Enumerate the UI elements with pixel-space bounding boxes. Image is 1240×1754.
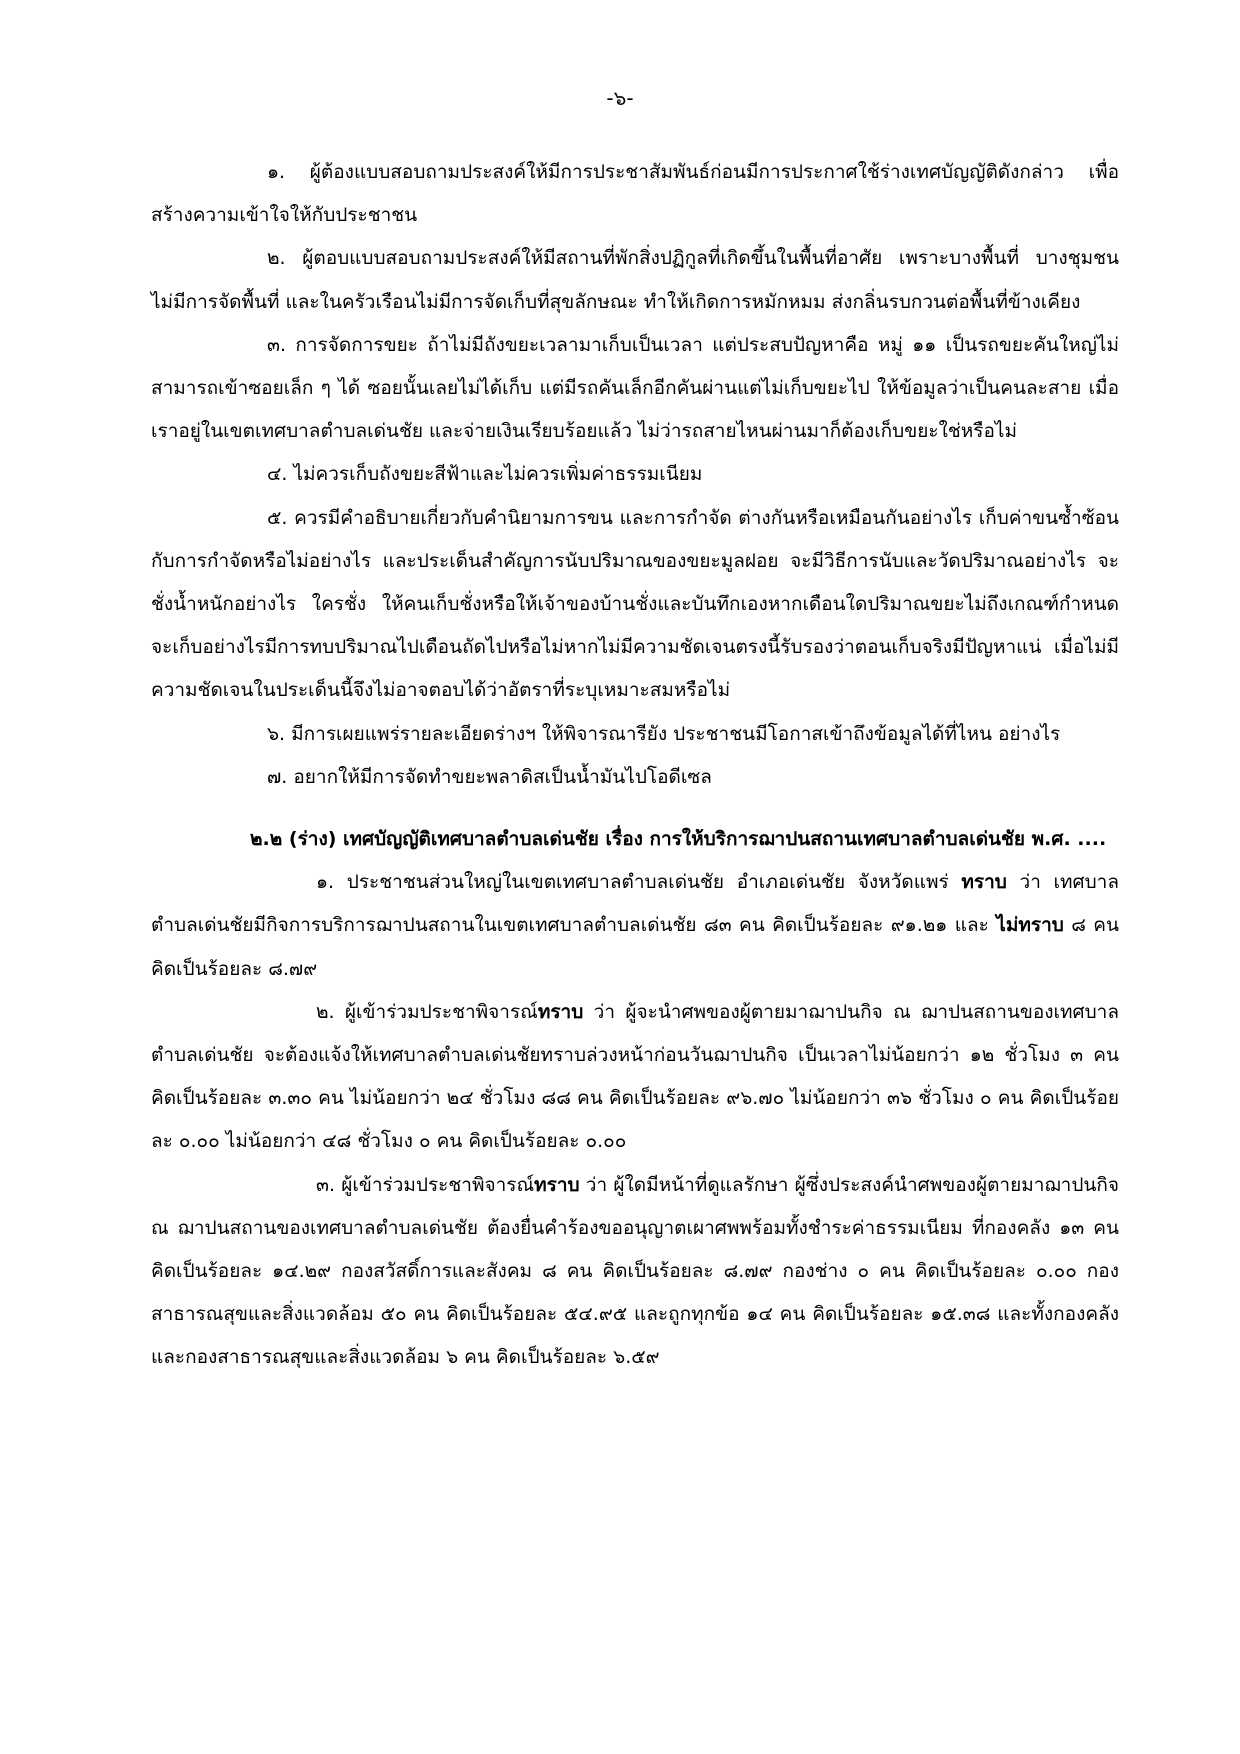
result-text: ว่า ผู้จะนำศพของผู้ตายมาฌาปนกิจ ณ ฌาปนสถานของเทศบาลตำบลเด่นชัย จะต้องแจ้งให้เทศบาลตำบลเด่นชัยทราบล่วงหน้าก่อนวันฌาปนกิจ เป็นเวลาไม่น้อยกว่า ๑๒ ชั่วโมง ๓ คน คิดเป็นร้อยละ ๓.๓๐ คน ไม่น้อยกว่า ๒๔ ชั่วโมง ๘๘ คน คิดเป็นร้อยละ ๙๖.๗๐ ไม่น้อยกว่า ๓๖ ชั่วโมง ๐ คน คิดเป็นร้อยละ ๐.๐๐ ไม่น้อยกว่า ๔๘ ชั่วโมง ๐ คน คิดเป็นร้อยละ ๐.๐๐ — [151, 1000, 1119, 1153]
survey-result-3 — [151, 1164, 1119, 1380]
opinion-item-7: ๗. อยากให้มีการจัดทำขยะพลาดิสเป็นน้ำมันไปโอดีเซล — [267, 765, 712, 788]
result-bold-text: ทราบ — [961, 871, 1007, 894]
result-text: ๒. ผู้เข้าร่วมประชาพิจารณ์ — [316, 1000, 538, 1023]
opinion-item-3: ๓. การจัดการขยะ ถ้าไม่มีถังขยะเวลามาเก็บเป็นเวลา แต่ประสบปัญหาคือ หมู่ ๑๑ เป็นรถขยะคันใหญ่ไม่สามารถเข้าซอยเล็ก ๆ ได้ ซอยนั้นเลยไม่ได้เก็บ แต่มีรถคันเล็กอีกคันผ่านแต่ไม่เก็บขยะไป ให้ข้อมูลว่าเป็นคนละสาย เมื่อเราอยู่ในเขตเทศบาลตำบลเด่นชัย และจ่ายเงินเรียบร้อยแล้ว ไม่ว่ารถสายไหนผ่านมาก็ต้องเก็บขยะใช่หรือไม่ — [151, 333, 1119, 443]
document-body — [151, 151, 1119, 1380]
result-bold-text: ไม่ทราบ — [996, 914, 1064, 937]
opinion-item-6: ๖. มีการเผยแพร่รายละเอียดร่างฯ ให้พิจารณารียัง ประชาชนมีโอกาสเข้าถึงข้อมูลได้ที่ไหน อย่างไร — [267, 722, 1061, 745]
result-text: ๓. ผู้เข้าร่วมประชาพิจารณ์ — [316, 1173, 535, 1196]
result-text: ๑. ประชาชนส่วนใหญ่ในเขตเทศบาลตำบลเด่นชัย อำเภอเด่นชัย จังหวัดแพร่ — [316, 871, 962, 894]
opinion-item-4: ๔. ไม่ควรเก็บถังขยะสีฟ้าและไม่ควรเพิ่มค่าธรรมเนียม — [267, 463, 703, 486]
result-bold-text: ทราบ — [534, 1173, 580, 1196]
page-number: -๖- — [606, 86, 634, 110]
opinion-item-5: ๕. ควรมีคำอธิบายเกี่ยวกับคำนิยามการขน และการกำจัด ต่างกันหรือเหมือนกันอย่างไร เก็บค่าขนซ้ำซ้อนกับการกำจัดหรือไม่อย่างไร และประเด็นสำคัญการนับปริมาณของขยะมูลฝอย จะมีวิธีการนับและวัดปริมาณอย่างไร จะชั่งน้ำหนักอย่างไร ใครชั่ง ให้คนเก็บชั่งหรือให้เจ้าของบ้านชั่งและบันทึกเองหากเดือนใดปริมาณขยะไม่ถึงเกณฑ์กำหนดจะเก็บอย่างไรมีการทบปริมาณไปเดือนถัดไปหรือไม่หากไม่มีความชัดเจนตรงนี้รับรองว่าตอนเก็บจริงมีปัญหาแน่ เมื่อไม่มีความชัดเจนในประเด็นนี้จึงไม่อาจตอบได้ว่าอัตราที่ระบุเหมาะสมหรือไม่ — [151, 506, 1119, 702]
survey-result-2 — [151, 991, 1119, 1164]
result-text: ว่า เทศบาลตำบลเด่นชัยมีกิจการบริการฌาปนสถานในเขตเทศบาลตำบลเด่นชัย ๘๓ คน คิดเป็นร้อยละ ๙๑.๒๑ และ — [151, 871, 1119, 937]
result-text: ว่า ผู้ใดมีหน้าที่ดูแลรักษา ผู้ซึ่งประสงค์นำศพของผู้ตายมาฌาปนกิจ ณ ฌาปนสถานของเทศบาลตำบลเด่นชัย ต้องยื่นคำร้องขออนุญาตเผาศพพร้อมทั้งชำระค่าธรรมเนียม ที่กองคลัง ๑๓ คน คิดเป็นร้อยละ ๑๔.๒๙ กองสวัสดิ์การและสังคม ๘ คน คิดเป็นร้อยละ ๘.๗๙ กองช่าง ๐ คน คิดเป็นร้อยละ ๐.๐๐ กองสาธารณสุขและสิ่งแวดล้อม ๕๐ คน คิดเป็นร้อยละ ๕๔.๙๕ และถูกทุกข้อ ๑๔ คน คิดเป็นร้อยละ ๑๕.๓๘ และทั้งกองคลังและกองสาธารณสุขและสิ่งแวดล้อม ๖ คน คิดเป็นร้อยละ ๖.๕๙ — [151, 1173, 1119, 1369]
result-text: ๘ คน คิดเป็นร้อยละ ๘.๗๙ — [151, 914, 1119, 980]
opinion-item-2: ๒. ผู้ตอบแบบสอบถามประสงค์ให้มีสถานที่พักสิ่งปฏิกูลที่เกิดขึ้นในพื้นที่อาศัย เพราะบางพื้นที่ บางชุมชนไม่มีการจัดพื้นที่ และในครัวเรือนไม่มีการจัดเก็บที่สุขลักษณะ ทำให้เกิดการหมักหมม ส่งกลิ่นรบกวนต่อพื้นที่ข้างเคียง — [151, 247, 1119, 313]
survey-result-1 — [151, 861, 1119, 991]
opinion-item-1: ๑. ผู้ต้องแบบสอบถามประสงค์ให้มีการประชาสัมพันธ์ก่อนมีการประกาศใช้ร่างเทศบัญญัติดังกล่าว เพื่อสร้างความเข้าใจให้กับประชาชน — [151, 161, 1119, 227]
section-heading: ๒.๒ (ร่าง) เทศบัญญัติเทศบาลตำบลเด่นชัย เรื่อง การให้บริการฌาปนสถานเทศบาลตำบลเด่นชัย พ.ศ. .... — [250, 828, 1107, 851]
result-bold-text: ทราบ — [537, 1000, 584, 1023]
